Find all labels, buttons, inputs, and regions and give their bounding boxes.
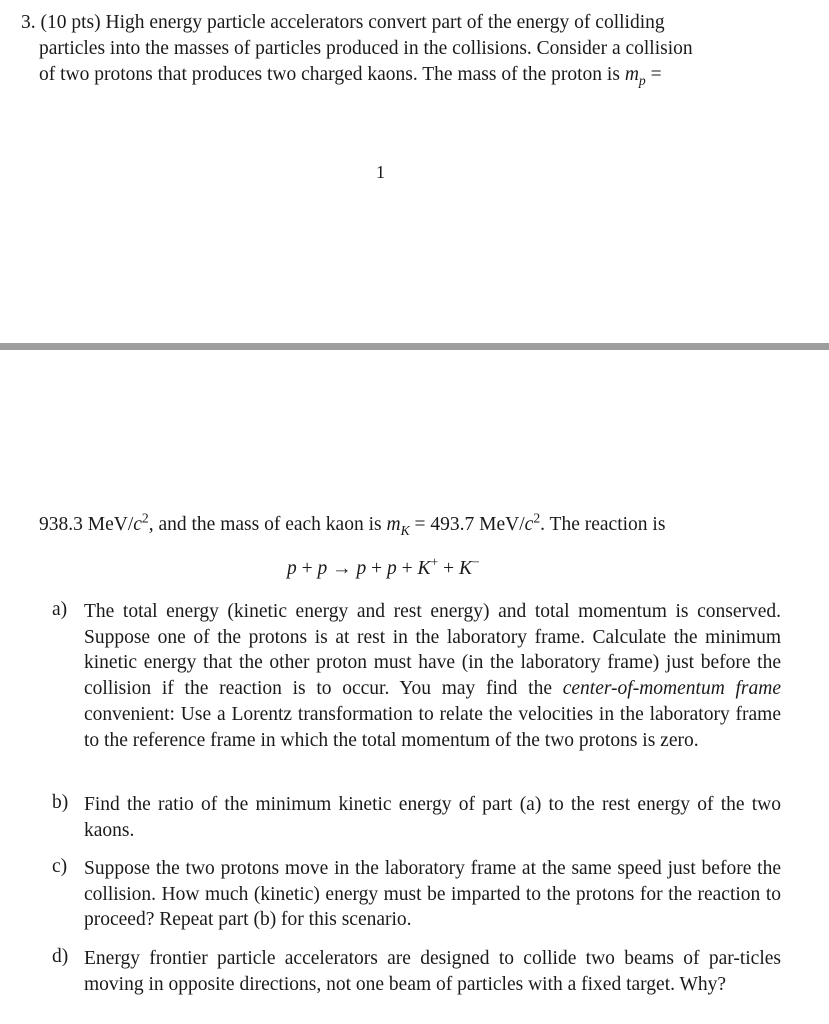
reactant-proton-2: p — [317, 558, 328, 579]
c-squared: 2 — [141, 510, 149, 526]
plus-sign: + — [296, 558, 318, 579]
proton-mass-value: 938.3 MeV/ — [39, 514, 134, 535]
item-a-text — [84, 599, 781, 753]
item-d-text: Energy frontier particle accelerators are designed to collide two beams of par-ticles moving in opposite directions, not one beam of particles with a fixed target. Why? — [84, 948, 781, 995]
proton-mass-equals: = — [645, 64, 662, 85]
kaon-mass-value: = 493.7 MeV/ — [409, 514, 525, 535]
masses-line — [39, 510, 666, 538]
plus-sign: + — [438, 558, 459, 579]
item-b-text: Find the ratio of the minimum kinetic energy of part (a) to the rest energy of the two kaons. — [84, 794, 781, 841]
page-divider — [0, 343, 829, 350]
intro-line-3-text: of two protons that produces two charged kaons. The mass of the proton is — [39, 64, 625, 85]
item-a-emphasis: center-of-momentum frame — [562, 678, 781, 700]
page-number: 1 — [376, 162, 385, 182]
problem-intro-line-1: 3. (10 pts) High energy particle accelerators convert part of the energy of colliding — [21, 12, 665, 33]
item-a-label: a) — [52, 599, 68, 620]
kaon-plus: K — [417, 558, 431, 579]
proton-mass-subscript: p — [638, 72, 646, 88]
kaon-mass-text: , and the mass of each kaon is — [148, 514, 387, 535]
item-a-text-part-2: convenient: Use a Lorentz transformation to relate the velocities in the laboratory frame to the reference frame in which the total momentum of the two protons is zero. — [84, 703, 781, 751]
item-d-label: d) — [52, 946, 69, 967]
kaon-plus-charge: + — [430, 554, 439, 570]
item-c-text: Suppose the two protons move in the laboratory frame at the same speed just before the collision. How much (kinetic) energy must be imparted to the protons for the reaction to proceed? Repeat part (b) for this scenario. — [84, 858, 781, 931]
reaction-equation — [287, 554, 480, 580]
kaon-minus: K — [458, 558, 472, 579]
item-a-text-part-1: The total energy (kinetic energy and rest energy) and total momentum is conserved. Suppose one of the protons is at rest in the laboratory frame. Calculate the minimum kinetic energy that the other proton must have (in the laboratory frame) just before the collision if the reaction is to occur. You may find the — [84, 601, 781, 700]
reaction-arrow: → — [327, 558, 357, 579]
reaction-intro: . The reaction is — [540, 514, 666, 535]
proton-mass-symbol: m — [624, 64, 639, 85]
problem-intro-line-3 — [39, 64, 662, 86]
item-b-label: b) — [52, 792, 69, 813]
kaon-mass-symbol: m — [386, 514, 401, 535]
kaon-minus-charge: − — [471, 554, 480, 570]
item-c-label: c) — [52, 856, 68, 877]
plus-sign: + — [366, 558, 387, 579]
c-squared-2: 2 — [533, 510, 541, 526]
product-proton-2: p — [387, 558, 397, 579]
c-symbol: c — [133, 514, 142, 535]
plus-sign: + — [396, 558, 418, 579]
product-proton-1: p — [356, 558, 367, 579]
c-symbol-2: c — [524, 514, 534, 535]
reactant-proton-1: p — [287, 558, 297, 579]
kaon-mass-subscript: K — [400, 522, 410, 538]
problem-intro-line-2: particles into the masses of particles produced in the collisions. Consider a collision — [39, 38, 693, 59]
